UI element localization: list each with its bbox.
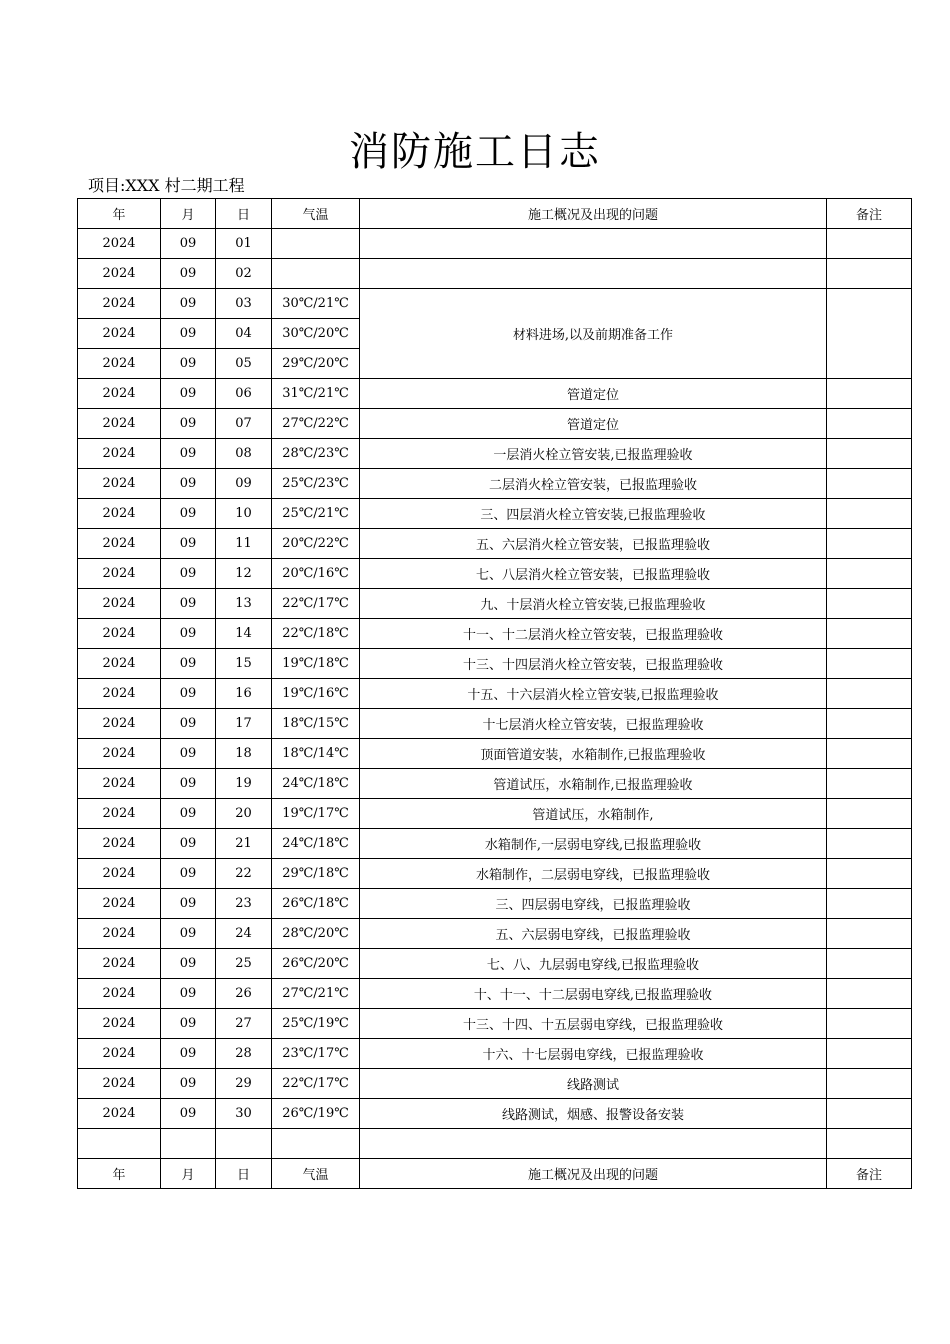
month-cell: 09 [161, 949, 216, 979]
note-cell [827, 769, 912, 799]
day-cell: 11 [216, 529, 272, 559]
day-cell: 17 [216, 709, 272, 739]
temp-cell: 24℃/18℃ [272, 769, 360, 799]
note-cell [827, 679, 912, 709]
construction-log-table [77, 198, 912, 1189]
table-row [78, 889, 912, 919]
year-cell: 2024 [78, 619, 161, 649]
day-cell: 29 [216, 1069, 272, 1099]
day-cell: 03 [216, 289, 272, 319]
header-cell-temp: 气温 [272, 199, 360, 229]
temp-cell: 30℃/21℃ [272, 289, 360, 319]
note-cell [827, 949, 912, 979]
day-cell: 04 [216, 319, 272, 349]
temp-cell: 20℃/22℃ [272, 529, 360, 559]
temp-cell: 26℃/18℃ [272, 889, 360, 919]
temp-cell: 28℃/23℃ [272, 439, 360, 469]
table-row [78, 559, 912, 589]
year-cell [78, 1129, 161, 1159]
header-cell-desc: 施工概况及出现的问题 [360, 199, 827, 229]
temp-cell: 29℃/18℃ [272, 859, 360, 889]
header-cell-day: 日 [216, 199, 272, 229]
table-row [78, 259, 912, 289]
year-cell: 2024 [78, 1099, 161, 1129]
table-footer-row [78, 1159, 912, 1189]
day-cell [216, 1129, 272, 1159]
temp-cell: 18℃/15℃ [272, 709, 360, 739]
table-row [78, 1129, 912, 1159]
month-cell: 09 [161, 979, 216, 1009]
day-cell: 24 [216, 919, 272, 949]
note-cell [827, 409, 912, 439]
month-cell: 09 [161, 919, 216, 949]
month-cell: 09 [161, 1099, 216, 1129]
day-cell: 09 [216, 469, 272, 499]
temp-cell: 24℃/18℃ [272, 829, 360, 859]
year-cell: 2024 [78, 379, 161, 409]
note-cell [827, 229, 912, 259]
day-cell: 15 [216, 649, 272, 679]
year-cell: 2024 [78, 229, 161, 259]
note-cell [827, 259, 912, 289]
desc-cell: 材料进场,以及前期准备工作 [360, 289, 827, 379]
desc-cell: 线路测试 [360, 1069, 827, 1099]
temp-cell: 25℃/23℃ [272, 469, 360, 499]
year-cell: 2024 [78, 589, 161, 619]
desc-cell: 十三、十四、十五层弱电穿线，已报监理验收 [360, 1009, 827, 1039]
day-cell: 16 [216, 679, 272, 709]
temp-cell: 18℃/14℃ [272, 739, 360, 769]
temp-cell: 23℃/17℃ [272, 1039, 360, 1069]
temp-cell: 25℃/19℃ [272, 1009, 360, 1039]
year-cell: 2024 [78, 769, 161, 799]
month-cell: 09 [161, 829, 216, 859]
desc-cell [360, 1129, 827, 1159]
note-cell [827, 1069, 912, 1099]
note-cell [827, 1009, 912, 1039]
note-cell [827, 1039, 912, 1069]
table-row [78, 1039, 912, 1069]
year-cell: 2024 [78, 829, 161, 859]
note-cell [827, 919, 912, 949]
day-cell: 21 [216, 829, 272, 859]
month-cell [161, 1129, 216, 1159]
note-cell [827, 709, 912, 739]
note-cell [827, 859, 912, 889]
temp-cell: 22℃/17℃ [272, 1069, 360, 1099]
header-cell-note: 备注 [827, 1159, 912, 1189]
month-cell: 09 [161, 499, 216, 529]
desc-cell: 管道试压，水箱制作,已报监理验收 [360, 769, 827, 799]
month-cell: 09 [161, 289, 216, 319]
desc-cell: 三、四层弱电穿线，已报监理验收 [360, 889, 827, 919]
table-row [78, 979, 912, 1009]
desc-cell: 水箱制作，二层弱电穿线，已报监理验收 [360, 859, 827, 889]
table-row [78, 1099, 912, 1129]
day-cell: 07 [216, 409, 272, 439]
table-row [78, 1009, 912, 1039]
note-cell [827, 529, 912, 559]
day-cell: 10 [216, 499, 272, 529]
year-cell: 2024 [78, 979, 161, 1009]
year-cell: 2024 [78, 469, 161, 499]
desc-cell [360, 229, 827, 259]
temp-cell: 22℃/18℃ [272, 619, 360, 649]
header-cell-month: 月 [161, 1159, 216, 1189]
note-cell [827, 739, 912, 769]
temp-cell [272, 1129, 360, 1159]
year-cell: 2024 [78, 679, 161, 709]
month-cell: 09 [161, 889, 216, 919]
desc-cell: 十七层消火栓立管安装，已报监理验收 [360, 709, 827, 739]
month-cell: 09 [161, 799, 216, 829]
desc-cell: 九、十层消火栓立管安装,已报监理验收 [360, 589, 827, 619]
desc-cell: 七、八层消火栓立管安装，已报监理验收 [360, 559, 827, 589]
month-cell: 09 [161, 409, 216, 439]
header-cell-year: 年 [78, 1159, 161, 1189]
temp-cell: 30℃/20℃ [272, 319, 360, 349]
month-cell: 09 [161, 649, 216, 679]
table-row [78, 379, 912, 409]
desc-cell: 五、六层弱电穿线，已报监理验收 [360, 919, 827, 949]
day-cell: 02 [216, 259, 272, 289]
desc-cell: 水箱制作,一层弱电穿线,已报监理验收 [360, 829, 827, 859]
desc-cell: 顶面管道安装，水箱制作,已报监理验收 [360, 739, 827, 769]
month-cell: 09 [161, 319, 216, 349]
note-cell [827, 589, 912, 619]
day-cell: 18 [216, 739, 272, 769]
month-cell: 09 [161, 349, 216, 379]
page-title: 消防施工日志 [349, 129, 601, 175]
note-cell [827, 379, 912, 409]
temp-cell: 25℃/21℃ [272, 499, 360, 529]
month-cell: 09 [161, 709, 216, 739]
table-row [78, 709, 912, 739]
year-cell: 2024 [78, 919, 161, 949]
year-cell: 2024 [78, 889, 161, 919]
desc-cell: 七、八、九层弱电穿线,已报监理验收 [360, 949, 827, 979]
year-cell: 2024 [78, 349, 161, 379]
desc-cell: 十五、十六层消火栓立管安装,已报监理验收 [360, 679, 827, 709]
temp-cell: 19℃/17℃ [272, 799, 360, 829]
desc-cell: 管道定位 [360, 379, 827, 409]
table-row [78, 589, 912, 619]
day-cell: 22 [216, 859, 272, 889]
year-cell: 2024 [78, 1039, 161, 1069]
year-cell: 2024 [78, 649, 161, 679]
table-row [78, 409, 912, 439]
temp-cell [272, 229, 360, 259]
note-cell [827, 979, 912, 1009]
note-cell [827, 889, 912, 919]
header-cell-day: 日 [216, 1159, 272, 1189]
day-cell: 20 [216, 799, 272, 829]
day-cell: 27 [216, 1009, 272, 1039]
note-cell [827, 499, 912, 529]
note-cell [827, 1099, 912, 1129]
desc-cell: 一层消火栓立管安装,已报监理验收 [360, 439, 827, 469]
year-cell: 2024 [78, 319, 161, 349]
table-row [78, 919, 912, 949]
temp-cell: 27℃/22℃ [272, 409, 360, 439]
day-cell: 01 [216, 229, 272, 259]
table-row [78, 829, 912, 859]
month-cell: 09 [161, 859, 216, 889]
note-cell [827, 619, 912, 649]
day-cell: 30 [216, 1099, 272, 1129]
table-row [78, 229, 912, 259]
table-row [78, 739, 912, 769]
note-cell [827, 649, 912, 679]
year-cell: 2024 [78, 709, 161, 739]
day-cell: 05 [216, 349, 272, 379]
desc-cell: 十六、十七层弱电穿线，已报监理验收 [360, 1039, 827, 1069]
month-cell: 09 [161, 769, 216, 799]
day-cell: 14 [216, 619, 272, 649]
table-row [78, 469, 912, 499]
temp-cell: 22℃/17℃ [272, 589, 360, 619]
day-cell: 19 [216, 769, 272, 799]
month-cell: 09 [161, 559, 216, 589]
temp-cell: 20℃/16℃ [272, 559, 360, 589]
year-cell: 2024 [78, 259, 161, 289]
year-cell: 2024 [78, 739, 161, 769]
desc-cell: 线路测试，烟感、报警设备安装 [360, 1099, 827, 1129]
month-cell: 09 [161, 1009, 216, 1039]
month-cell: 09 [161, 439, 216, 469]
table-row [78, 529, 912, 559]
table-row [78, 799, 912, 829]
temp-cell [272, 259, 360, 289]
note-cell [827, 1129, 912, 1159]
table-row [78, 859, 912, 889]
header-cell-month: 月 [161, 199, 216, 229]
day-cell: 25 [216, 949, 272, 979]
day-cell: 06 [216, 379, 272, 409]
header-cell-temp: 气温 [272, 1159, 360, 1189]
year-cell: 2024 [78, 289, 161, 319]
month-cell: 09 [161, 1069, 216, 1099]
header-cell-year: 年 [78, 199, 161, 229]
header-cell-note: 备注 [827, 199, 912, 229]
temp-cell: 26℃/20℃ [272, 949, 360, 979]
note-cell [827, 469, 912, 499]
desc-cell [360, 259, 827, 289]
day-cell: 13 [216, 589, 272, 619]
year-cell: 2024 [78, 1069, 161, 1099]
header-cell-desc: 施工概况及出现的问题 [360, 1159, 827, 1189]
month-cell: 09 [161, 589, 216, 619]
month-cell: 09 [161, 679, 216, 709]
temp-cell: 29℃/20℃ [272, 349, 360, 379]
day-cell: 23 [216, 889, 272, 919]
month-cell: 09 [161, 619, 216, 649]
desc-cell: 管道试压，水箱制作, [360, 799, 827, 829]
day-cell: 26 [216, 979, 272, 1009]
year-cell: 2024 [78, 949, 161, 979]
project-label: 项目:XXX 村二期工程 [88, 176, 245, 195]
desc-cell: 十三、十四层消火栓立管安装，已报监理验收 [360, 649, 827, 679]
year-cell: 2024 [78, 859, 161, 889]
year-cell: 2024 [78, 799, 161, 829]
month-cell: 09 [161, 229, 216, 259]
desc-cell: 十一、十二层消火栓立管安装，已报监理验收 [360, 619, 827, 649]
desc-cell: 十、十一、十二层弱电穿线,已报监理验收 [360, 979, 827, 1009]
temp-cell: 28℃/20℃ [272, 919, 360, 949]
year-cell: 2024 [78, 409, 161, 439]
table-row [78, 619, 912, 649]
table-row [78, 679, 912, 709]
year-cell: 2024 [78, 559, 161, 589]
month-cell: 09 [161, 529, 216, 559]
desc-cell: 管道定位 [360, 409, 827, 439]
month-cell: 09 [161, 379, 216, 409]
note-cell [827, 289, 912, 379]
table-row [78, 499, 912, 529]
month-cell: 09 [161, 739, 216, 769]
year-cell: 2024 [78, 1009, 161, 1039]
table-row [78, 649, 912, 679]
temp-cell: 19℃/16℃ [272, 679, 360, 709]
table-body [78, 199, 912, 1189]
note-cell [827, 439, 912, 469]
year-cell: 2024 [78, 439, 161, 469]
table-row [78, 1069, 912, 1099]
desc-cell: 三、四层消火栓立管安装,已报监理验收 [360, 499, 827, 529]
temp-cell: 31℃/21℃ [272, 379, 360, 409]
table-row [78, 769, 912, 799]
table-row [78, 949, 912, 979]
year-cell: 2024 [78, 499, 161, 529]
temp-cell: 19℃/18℃ [272, 649, 360, 679]
temp-cell: 27℃/21℃ [272, 979, 360, 1009]
day-cell: 12 [216, 559, 272, 589]
note-cell [827, 559, 912, 589]
desc-cell: 二层消火栓立管安装，已报监理验收 [360, 469, 827, 499]
table-header-row [78, 199, 912, 229]
month-cell: 09 [161, 259, 216, 289]
year-cell: 2024 [78, 529, 161, 559]
day-cell: 08 [216, 439, 272, 469]
month-cell: 09 [161, 1039, 216, 1069]
table-row [78, 439, 912, 469]
note-cell [827, 829, 912, 859]
day-cell: 28 [216, 1039, 272, 1069]
table-row [78, 289, 912, 319]
note-cell [827, 799, 912, 829]
month-cell: 09 [161, 469, 216, 499]
temp-cell: 26℃/19℃ [272, 1099, 360, 1129]
desc-cell: 五、六层消火栓立管安装，已报监理验收 [360, 529, 827, 559]
